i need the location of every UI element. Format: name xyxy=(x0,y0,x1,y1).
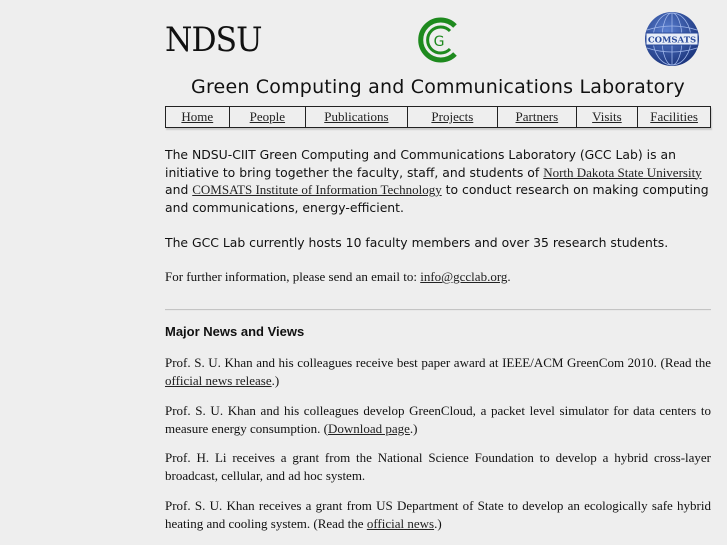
page-title: Green Computing and Communications Laboratory xyxy=(191,76,685,98)
news-release-link[interactable]: official news release xyxy=(165,372,272,388)
news-suffix: .) xyxy=(409,420,418,436)
nav-cell-facilities xyxy=(638,107,711,128)
nav-projects[interactable]: Projects xyxy=(431,109,474,124)
news-item xyxy=(165,497,711,532)
news-item xyxy=(165,354,711,389)
nav-facilities[interactable]: Facilities xyxy=(650,109,698,124)
download-page-link[interactable]: Download page xyxy=(327,420,410,436)
contact-text: For further information, please send an email to: xyxy=(165,269,421,284)
main-nav xyxy=(165,106,711,128)
contact-paragraph xyxy=(165,268,511,286)
intro-paragraph xyxy=(165,146,711,216)
intro-text: The NDSU-CIIT Green Computing and Communications Laboratory (GCC Lab) is an initiative to bring together the faculty, staff, and students of xyxy=(165,147,676,180)
news-suffix: .) xyxy=(434,515,442,531)
news-text: Prof. S. U. Khan and his colleagues develop GreenCloud, a packet level simulator for data centers to measure energy consumption. ( xyxy=(165,403,711,436)
contact-suffix: . xyxy=(507,269,511,284)
ndsu-logo[interactable]: NDSU xyxy=(165,20,262,60)
comsats-link[interactable]: COMSATS Institute of Information Technology xyxy=(192,182,442,197)
intro-and: and xyxy=(165,182,193,197)
intro-text-end: to conduct research on making computing and communications, energy-efficient. xyxy=(165,182,709,215)
news-suffix: .) xyxy=(271,372,280,388)
nav-people[interactable]: People xyxy=(249,109,286,124)
nav-publications[interactable]: Publications xyxy=(324,109,389,124)
nav-cell-people xyxy=(229,107,306,128)
news-text: Prof. S. U. Khan receives a grant from US Department of State to develop an ecologically safe hybrid heating and cooling system. (Read the xyxy=(165,498,711,531)
news-text: Prof. H. Li receives a grant from the National Science Foundation to develop a hybrid cross-layer broadcast, cellular, and ad hoc system. xyxy=(165,450,711,483)
comsats-logo-icon[interactable] xyxy=(641,10,703,68)
nav-cell-publications xyxy=(306,107,408,128)
nav-partners[interactable]: Partners xyxy=(515,109,559,124)
official-news-link[interactable]: official news xyxy=(366,515,435,531)
news-heading: Major News and Views xyxy=(165,324,305,339)
horizontal-divider xyxy=(165,309,711,311)
svg-text:G: G xyxy=(433,34,445,50)
gcc-logo-icon[interactable] xyxy=(415,16,463,64)
ndsu-link[interactable]: North Dakota State University xyxy=(543,164,702,180)
nav-cell-visits xyxy=(576,107,638,128)
logo-bar xyxy=(165,0,711,72)
svg-text:COMSATS: COMSATS xyxy=(647,35,697,46)
email-link[interactable]: info@gcclab.org xyxy=(420,269,508,284)
news-item xyxy=(165,402,711,437)
news-text: Prof. S. U. Khan and his colleagues receive best paper award at IEEE/ACM GreenCom 2010. (Read the xyxy=(165,355,711,370)
nav-cell-partners xyxy=(498,107,577,128)
nav-cell-home xyxy=(166,107,230,128)
page-container xyxy=(165,0,711,531)
news-item xyxy=(165,449,711,484)
hosts-paragraph: The GCC Lab currently hosts 10 faculty members and over 35 research students. xyxy=(165,235,669,250)
nav-home[interactable]: Home xyxy=(181,109,214,124)
nav-visits[interactable]: Visits xyxy=(592,109,622,124)
nav-cell-projects xyxy=(407,107,497,128)
